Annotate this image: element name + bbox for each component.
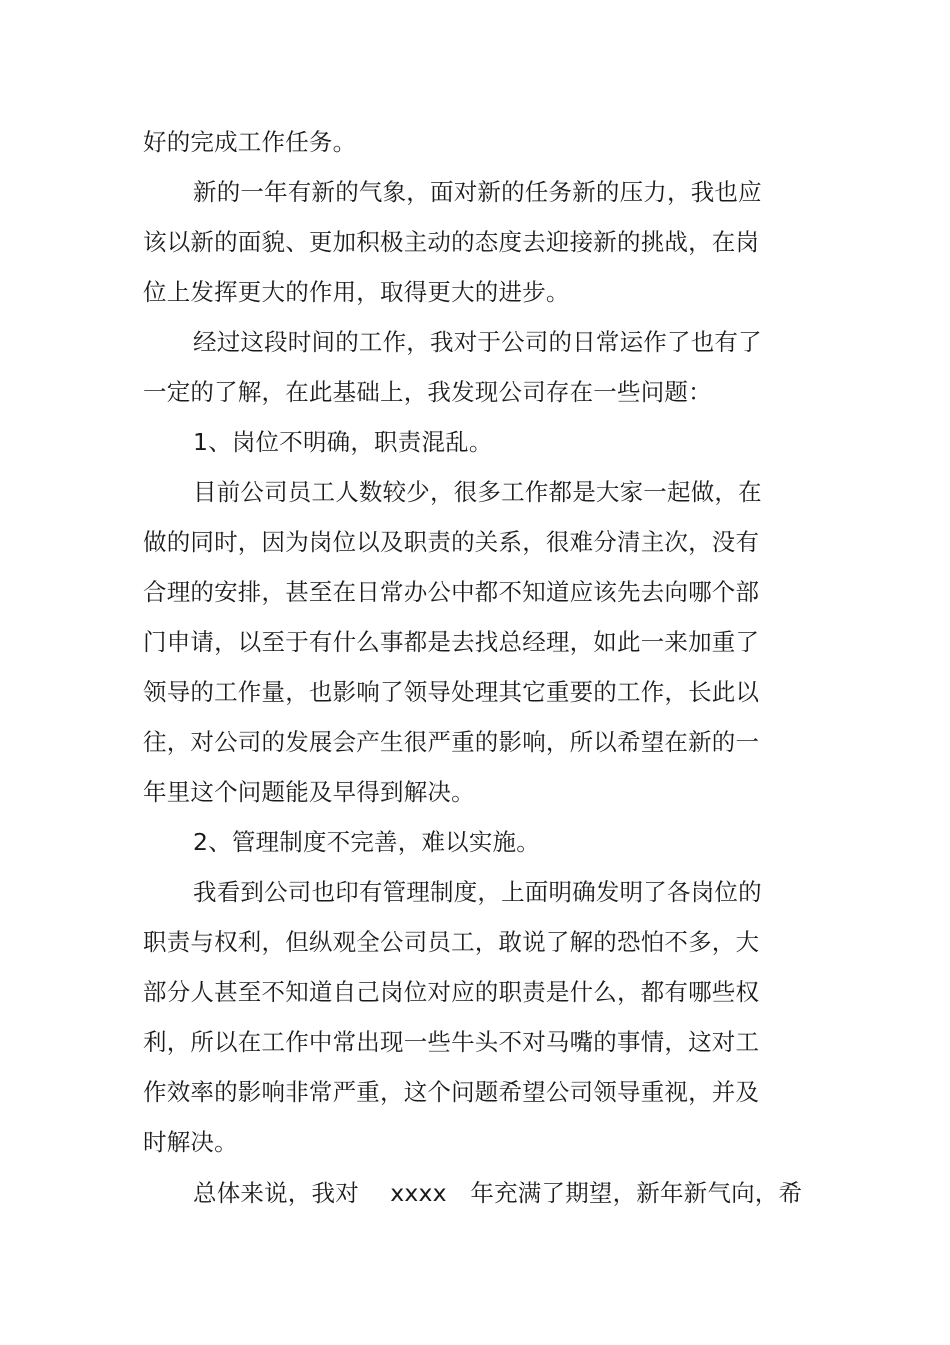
text-line-19: 利，所以在工作中常出现一些牛头不对马嘴的事情，这对工 — [143, 1028, 760, 1056]
text-line-12: 领导的工作量，也影响了领导处理其它重要的工作，长此以 — [143, 678, 760, 706]
text-line-13: 往，对公司的发展会产生很严重的影响，所以希望在新的一 — [143, 728, 760, 756]
text-line-22: 总体来说，我对 xxxx 年充满了期望，新年新气向，希 — [193, 1179, 803, 1207]
text-line-14: 年里这个问题能及早得到解决。 — [143, 778, 475, 806]
text-line-18: 部分人甚至不知道自己岗位对应的职责是什么，都有哪些权 — [143, 978, 760, 1006]
text-line-2: 新的一年有新的气象，面对新的任务新的压力，我也应 — [193, 178, 762, 206]
text-line-17: 职责与权利，但纵观全公司员工，敢说了解的恐怕不多，大 — [143, 928, 760, 956]
text-line-1: 好的完成工作任务。 — [143, 128, 357, 156]
text-line-15: 2、管理制度不完善，难以实施。 — [193, 828, 540, 856]
text-line-9: 做的同时，因为岗位以及职责的关系，很难分清主次，没有 — [143, 528, 760, 556]
text-line-3: 该以新的面貌、更加积极主动的态度去迎接新的挑战，在岗 — [143, 228, 760, 256]
text-line-20: 作效率的影响非常严重，这个问题希望公司领导重视，并及 — [143, 1078, 760, 1106]
text-line-11: 门申请，以至于有什么事都是去找总经理，如此一来加重了 — [143, 628, 760, 656]
text-line-7: 1、岗位不明确，职责混乱。 — [193, 428, 493, 456]
text-line-10: 合理的安排，甚至在日常办公中都不知道应该先去向哪个部 — [143, 578, 760, 606]
text-line-21: 时解决。 — [143, 1128, 238, 1156]
text-line-8: 目前公司员工人数较少，很多工作都是大家一起做，在 — [193, 478, 762, 506]
text-line-16: 我看到公司也印有管理制度，上面明确发明了各岗位的 — [193, 878, 762, 906]
text-line-4: 位上发挥更大的作用，取得更大的进步。 — [143, 278, 570, 306]
text-line-5: 经过这段时间的工作，我对于公司的日常运作了也有了 — [193, 328, 762, 356]
text-line-6: 一定的了解，在此基础上，我发现公司存在一些问题： — [143, 378, 712, 406]
